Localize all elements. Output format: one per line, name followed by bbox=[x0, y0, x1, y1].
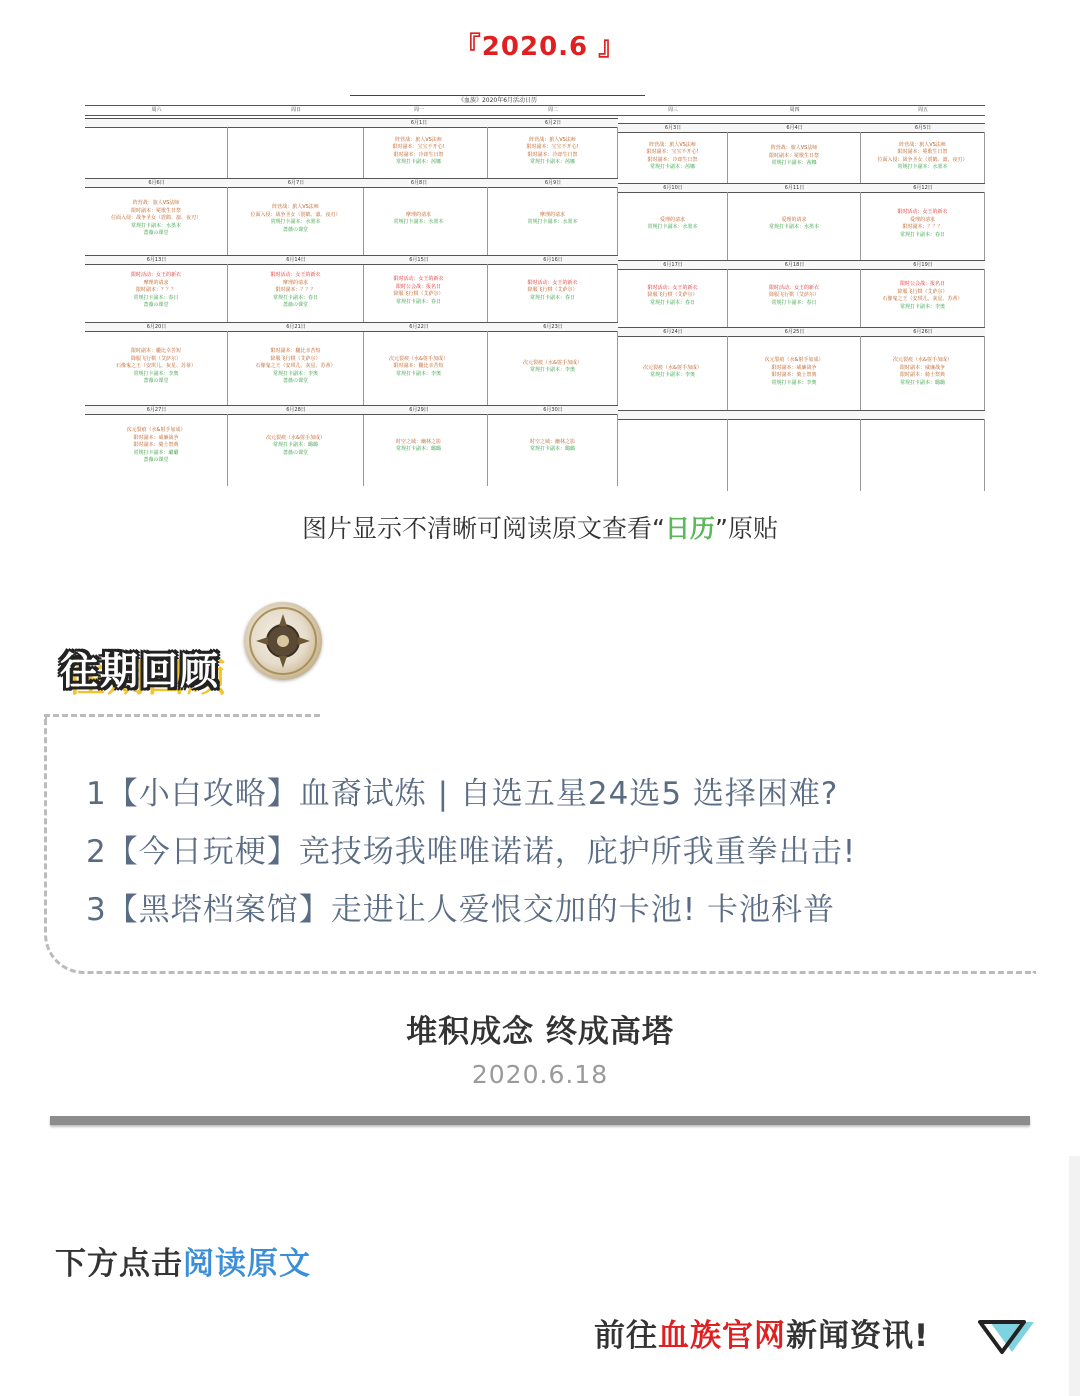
calendar-event: 石像鬼之王（安琪儿、灰星、苏蒂） bbox=[115, 363, 196, 370]
calendar-day-cell bbox=[350, 414, 488, 486]
review-item-3[interactable]: 3【黑塔档案馆】走进让人爱恨交加的卡池! 卡池科普 bbox=[86, 892, 836, 928]
read-original-link[interactable]: 阅读原文 bbox=[183, 1246, 311, 1282]
calendar-date: 6月11日 bbox=[728, 183, 861, 193]
calendar-date: 6月7日 bbox=[228, 178, 364, 188]
calendar-date: 6月1日 bbox=[350, 118, 488, 128]
calendar-event: 常规打卡副本：李奥 bbox=[899, 303, 945, 310]
calendar-event: 常规打卡副本：李奥 bbox=[649, 372, 695, 378]
calendar-caption bbox=[0, 509, 1080, 545]
side-strip bbox=[1069, 1156, 1080, 1396]
calendar-day-cell bbox=[618, 192, 728, 264]
calendar-event: 限时副本：？？？ bbox=[135, 287, 176, 294]
calendar-date: 6月28日 bbox=[228, 405, 364, 415]
calendar-date: 6月6日 bbox=[85, 178, 228, 188]
calendar-date: 6月13日 bbox=[85, 255, 228, 265]
calendar-date: 6月12日 bbox=[861, 183, 985, 193]
calendar-event: 限时副本：骑士祭典 bbox=[133, 442, 179, 449]
calendar-event: 常规打卡副本：春日 bbox=[133, 294, 179, 301]
calendar-event: 爱理的请求 bbox=[781, 216, 807, 223]
calendar-event: 次元裂痕（水&射手加成） bbox=[643, 364, 702, 371]
coin-medal-icon bbox=[244, 602, 322, 680]
calendar-event: 限时活动：女王的新衣 bbox=[130, 272, 181, 279]
calendar-column bbox=[861, 95, 985, 480]
calendar-event: 限时副本：冕歌生日祭 bbox=[897, 149, 948, 155]
calendar-event: 降服飞行棋（艾萨尔） bbox=[270, 355, 321, 362]
calendar-day-cell bbox=[350, 264, 488, 326]
caption-text-end: ”原贴 bbox=[715, 514, 778, 543]
calendar-event: 常规打卡副本：水墨本 bbox=[527, 219, 578, 225]
calendar-event: 次元裂痕（水&射手加成） bbox=[266, 434, 325, 441]
calendar-date: 6月2日 bbox=[488, 118, 618, 128]
calendar-event: 阵营战：旅人VS法师 bbox=[649, 141, 696, 148]
calendar-day-cell bbox=[488, 414, 618, 486]
calendar-event: 位面入侵：战争圣女（震鹤、凛、夜刃） bbox=[110, 215, 201, 222]
calendar-event: 限时活动：女王的新衣 bbox=[647, 284, 698, 291]
calendar-event: 位面入侵：战争圣女（震鹤、凛、夜刃） bbox=[877, 156, 968, 163]
calendar-day-cell bbox=[488, 264, 618, 326]
calendar-event: 爱理的请求 bbox=[909, 216, 935, 223]
calendar-event: 限时副本：冕歌生日祭 bbox=[130, 207, 181, 214]
calendar-event: 摩理的请求 bbox=[539, 211, 565, 218]
calendar-day-cell bbox=[228, 187, 364, 259]
publish-date: 2020.6.18 bbox=[471, 1060, 609, 1089]
calendar-day-cell bbox=[618, 419, 728, 491]
calendar-event: 限时副本：骑士祭典 bbox=[899, 372, 945, 378]
calendar-date: 6月3日 bbox=[618, 123, 728, 133]
month-heading: 『2020.6 』 bbox=[454, 32, 626, 62]
calendar-event: 限时活动：女王的新衣 bbox=[393, 276, 444, 282]
calendar-event: 常规打卡副本：李奥 bbox=[395, 370, 441, 377]
calendar-event: 常规打卡副本：李奥 bbox=[529, 367, 575, 373]
calendar-event: 时空之域：幽林之影 bbox=[529, 438, 575, 445]
calendar-event: 蔷薇の课堂 bbox=[282, 302, 308, 309]
calendar-event: 降服飞行棋（艾萨尔） bbox=[647, 292, 698, 299]
calendar-event: 摩理的请求 bbox=[143, 279, 169, 286]
calendar-event: 常规打卡副本：李奥 bbox=[133, 370, 179, 377]
calendar-date: 6月17日 bbox=[618, 260, 728, 270]
calendar-event: 次元裂痕（水&射手加成） bbox=[389, 355, 448, 362]
calendar-event: 限时公会战：报名日 bbox=[395, 283, 441, 290]
calendar-date: 6月25日 bbox=[728, 327, 861, 337]
calendar-event: 常规打卡副本：水墨本 bbox=[270, 219, 321, 225]
calendar-day-cell bbox=[85, 127, 228, 184]
calendar-event: 降服飞行棋（艾萨尔） bbox=[393, 291, 444, 297]
calendar-event: 常规打卡副本：璐璐 bbox=[529, 446, 575, 452]
calendar-event: 限时副本：威廉战争 bbox=[899, 364, 945, 371]
calendar-event: 限时副本：冷却生日祭 bbox=[393, 151, 444, 158]
calendar-day-cell bbox=[85, 264, 228, 326]
calendar-event: 限时活动：女王的新衣 bbox=[897, 209, 948, 215]
calendar-day-cell bbox=[618, 336, 728, 416]
calendar-event: 限时公会战：报名日 bbox=[899, 281, 945, 287]
calendar-date: 6月15日 bbox=[350, 255, 488, 265]
calendar-date: 6月10日 bbox=[618, 183, 728, 193]
calendar-event: 常规打卡副本：水墨本 bbox=[647, 224, 698, 230]
calendar-event: 阵营战：旅人VS法师 bbox=[132, 200, 180, 207]
calendar-event: 常规打卡副本：水墨本 bbox=[130, 222, 181, 229]
calendar-weekday-header: 周六 bbox=[85, 105, 228, 116]
section-divider bbox=[50, 1116, 1030, 1125]
calendar-event: 蔷薇の课堂 bbox=[143, 378, 169, 385]
calendar-event: 常规打卡副本：茜娜 bbox=[395, 159, 441, 165]
calendar-date: 6月26日 bbox=[861, 327, 985, 337]
calendar-event: 常规打卡副本：璐璐 bbox=[133, 449, 179, 456]
calendar-event: 位面入侵：战争圣女（震鹤、凛、夜刃） bbox=[250, 211, 341, 218]
review-section-title: 往期回顾 bbox=[60, 649, 221, 693]
calendar-day-cell bbox=[350, 187, 488, 259]
calendar-event: 常规打卡副本：水墨本 bbox=[768, 224, 819, 230]
calendar-date: 6月23日 bbox=[488, 322, 618, 332]
review-item-1[interactable]: 1【小白攻略】血裔试炼 | 自选五星24选5 选择困难? bbox=[86, 776, 839, 812]
calendar-event: 限时副本：冷却生日祭 bbox=[527, 151, 578, 158]
calendar-event: 蔷薇の课堂 bbox=[143, 230, 169, 237]
calendar-date: 6月16日 bbox=[488, 255, 618, 265]
calendar-column bbox=[728, 95, 861, 480]
calendar-date: 6月14日 bbox=[228, 255, 364, 265]
calendar-event: 蔷薇の课堂 bbox=[143, 302, 169, 309]
calendar-day-cell bbox=[350, 331, 488, 411]
calendar-event: 限时副本：宝宝不开心! bbox=[526, 144, 579, 150]
calendar-event: 限时副本：宝宝不开心! bbox=[646, 149, 699, 155]
calendar-day-cell bbox=[728, 419, 861, 491]
calendar-event: 限时副本：冷却生日祭 bbox=[647, 156, 698, 163]
calendar-day-cell bbox=[488, 187, 618, 259]
calendar-event: 限时副本：朧比幸苦短 bbox=[130, 348, 181, 355]
calendar-day-cell bbox=[861, 336, 985, 416]
calendar-weekday-header: 周四 bbox=[728, 105, 861, 116]
calendar-day-cell bbox=[228, 264, 364, 326]
calendar-column bbox=[350, 95, 488, 480]
calendar-event: 降服飞行棋（艾萨尔） bbox=[897, 288, 948, 295]
calendar-event: 次元裂痕（水&射手加成） bbox=[523, 359, 582, 366]
calendar-event: 阵营战：旅人VS法师 bbox=[529, 136, 576, 143]
calendar-event: 降服飞行棋（艾萨尔） bbox=[768, 292, 819, 299]
calendar-date: 6月9日 bbox=[488, 178, 618, 188]
calendar-event: 常规打卡副本：茜娜 bbox=[529, 159, 575, 165]
calendar-event: 限时副本：朧比幸苦短 bbox=[393, 363, 444, 370]
read-original-prefix: 下方点击 bbox=[55, 1246, 183, 1282]
calendar-weekday-header: 周五 bbox=[861, 105, 985, 116]
calendar-date: 6月24日 bbox=[618, 327, 728, 337]
calendar-event: 限时副本：威廉战争 bbox=[771, 364, 817, 371]
calendar-day-cell bbox=[728, 132, 861, 189]
calendar-date: 6月20日 bbox=[85, 322, 228, 332]
calendar-date: 6月18日 bbox=[728, 260, 861, 270]
calendar-weekday-header: 周一 bbox=[350, 105, 488, 116]
calendar-event: 阵营战：旅人VS法师 bbox=[272, 204, 319, 210]
calendar-day-cell bbox=[728, 269, 861, 331]
calendar-day-cell bbox=[618, 269, 728, 331]
review-item-2[interactable]: 2【今日玩梗】竞技场我唯唯诺诺，庇护所我重拳出击! bbox=[86, 834, 857, 870]
calendar-date: 6月19日 bbox=[861, 260, 985, 270]
calendar-event: 阵营战：旅人VS法师 bbox=[395, 136, 442, 143]
go-site-suffix: 新闻资讯! bbox=[786, 1318, 930, 1354]
calendar-event: 爱理的请求 bbox=[659, 216, 685, 223]
calendar-column bbox=[618, 95, 728, 480]
down-triangle-icon bbox=[978, 1318, 1038, 1356]
calendar-column bbox=[85, 95, 228, 480]
calendar-event: 降服飞行棋（艾萨尔） bbox=[527, 287, 578, 294]
calendar-event: 摩理的请求 bbox=[405, 211, 431, 218]
calendar-event: 石像鬼之王（安琪儿、灰星、苏蒂） bbox=[882, 296, 963, 302]
calendar-date: 6月5日 bbox=[861, 123, 985, 133]
calendar-event: 常规打卡副本：璐璐 bbox=[272, 442, 318, 449]
motto-text: 堆积成念 终成高塔 bbox=[406, 1014, 674, 1050]
calendar-event: 次元裂痕（水&射手加成） bbox=[893, 357, 952, 363]
calendar-weekday-header: 周日 bbox=[228, 105, 364, 116]
calendar-event: 常规打卡副本：春日 bbox=[529, 294, 575, 301]
calendar-event: 次元裂痕（水&射手加成） bbox=[764, 357, 824, 363]
calendar-weekday-header: 周二 bbox=[488, 105, 618, 116]
calendar-event: 摩理的请求 bbox=[282, 279, 308, 286]
calendar-event: 限时活动：女王的新衣 bbox=[527, 279, 578, 286]
calendar-weekday-header: 周三 bbox=[618, 105, 728, 116]
calendar-event: 蔷薇の课堂 bbox=[282, 449, 308, 456]
calendar-event: 常规打卡副本：春日 bbox=[771, 299, 817, 306]
calendar-event: 限时副本：威廉战争 bbox=[133, 434, 179, 441]
calendar-date: 6月8日 bbox=[350, 178, 488, 188]
calendar-day-cell bbox=[350, 127, 488, 184]
caption-text: 图片显示不清晰可阅读原文查看“ bbox=[302, 514, 665, 543]
calendar-day-cell bbox=[618, 132, 728, 189]
caption-highlight[interactable]: 日历 bbox=[664, 514, 715, 543]
official-site-prompt bbox=[594, 1310, 929, 1355]
calendar-event: 次元裂痕（水&射手加成） bbox=[126, 427, 186, 434]
calendar-event: 阵营战：旅人VS法师 bbox=[770, 145, 818, 152]
calendar-event: 常规打卡副本：水墨本 bbox=[393, 219, 444, 225]
calendar-event: 限时副本：？？？ bbox=[902, 224, 943, 230]
calendar-day-cell bbox=[861, 269, 985, 331]
calendar-event: 常规打卡副本：春日 bbox=[272, 294, 318, 301]
calendar-event: 常规打卡副本：水墨本 bbox=[897, 164, 948, 170]
calendar-day-cell bbox=[228, 331, 364, 411]
calendar-event: 常规打卡副本：李奥 bbox=[272, 370, 318, 377]
calendar-column bbox=[488, 95, 618, 480]
calendar-event: 限时副本：冕歌生日祭 bbox=[768, 152, 819, 159]
calendar-event: 常规打卡副本：茜娜 bbox=[649, 164, 695, 170]
calendar-event: 限时活动：女王的新衣 bbox=[270, 272, 321, 279]
calendar-event: 限时副本：？？？ bbox=[275, 287, 316, 294]
calendar-event: 限时副本：朧比幸苦短 bbox=[270, 348, 321, 355]
calendar-date: 6月21日 bbox=[228, 322, 364, 332]
go-site-prefix: 前往 bbox=[594, 1318, 658, 1354]
calendar-day-cell bbox=[861, 192, 985, 264]
calendar-event: 蔷薇の课堂 bbox=[282, 226, 308, 233]
calendar-column bbox=[228, 95, 364, 480]
activity-calendar-image[interactable] bbox=[85, 95, 985, 480]
calendar-event: 常规打卡副本：茜娜 bbox=[771, 160, 817, 167]
calendar-event: 常规打卡副本：春日 bbox=[395, 298, 441, 305]
read-original-prompt bbox=[55, 1238, 311, 1283]
calendar-event: 石像鬼之王（安琪儿、灰星、苏蒂） bbox=[255, 363, 336, 370]
calendar-event: 时空之域：幽林之影 bbox=[395, 438, 441, 445]
calendar-event: 常规打卡副本：璐璐 bbox=[899, 379, 945, 386]
calendar-date: 6月27日 bbox=[85, 405, 228, 415]
calendar-day-cell bbox=[861, 132, 985, 189]
calendar-day-cell bbox=[85, 187, 228, 259]
calendar-day-cell bbox=[85, 414, 228, 486]
calendar-date: 6月22日 bbox=[350, 322, 488, 332]
calendar-day-cell bbox=[488, 127, 618, 184]
calendar-day-cell bbox=[488, 331, 618, 411]
calendar-event: 常规打卡副本：春日 bbox=[649, 299, 695, 306]
calendar-event: 限时副本：骑士祭典 bbox=[771, 372, 817, 378]
calendar-day-cell bbox=[85, 331, 228, 411]
calendar-date: 6月4日 bbox=[728, 123, 861, 133]
calendar-day-cell bbox=[728, 192, 861, 264]
calendar-event: 常规打卡副本：李奥 bbox=[771, 379, 817, 386]
calendar-event: 降服飞行棋（艾萨尔） bbox=[130, 355, 181, 362]
calendar-event: 蔷薇の课堂 bbox=[282, 378, 308, 385]
calendar-date: 6月30日 bbox=[488, 405, 618, 415]
official-site-link[interactable]: 血族官网 bbox=[658, 1318, 786, 1354]
calendar-day-cell bbox=[728, 336, 861, 416]
calendar-event: 蔷薇の课堂 bbox=[143, 457, 169, 464]
calendar-event: 常规打卡副本：璐璐 bbox=[395, 446, 441, 452]
calendar-day-cell bbox=[228, 127, 364, 184]
calendar-event: 限时副本：宝宝不开心! bbox=[392, 144, 445, 150]
calendar-event: 阵营战：旅人VS法师 bbox=[899, 141, 946, 148]
calendar-day-cell bbox=[861, 419, 985, 491]
calendar-event: 限时活动：女王的新衣 bbox=[768, 284, 819, 291]
calendar-date: 6月29日 bbox=[350, 405, 488, 415]
calendar-day-cell bbox=[228, 414, 364, 486]
calendar-event: 常规打卡副本：春日 bbox=[899, 231, 945, 238]
calendar-title: 《血族》2020年6月活动日历 bbox=[350, 95, 645, 107]
